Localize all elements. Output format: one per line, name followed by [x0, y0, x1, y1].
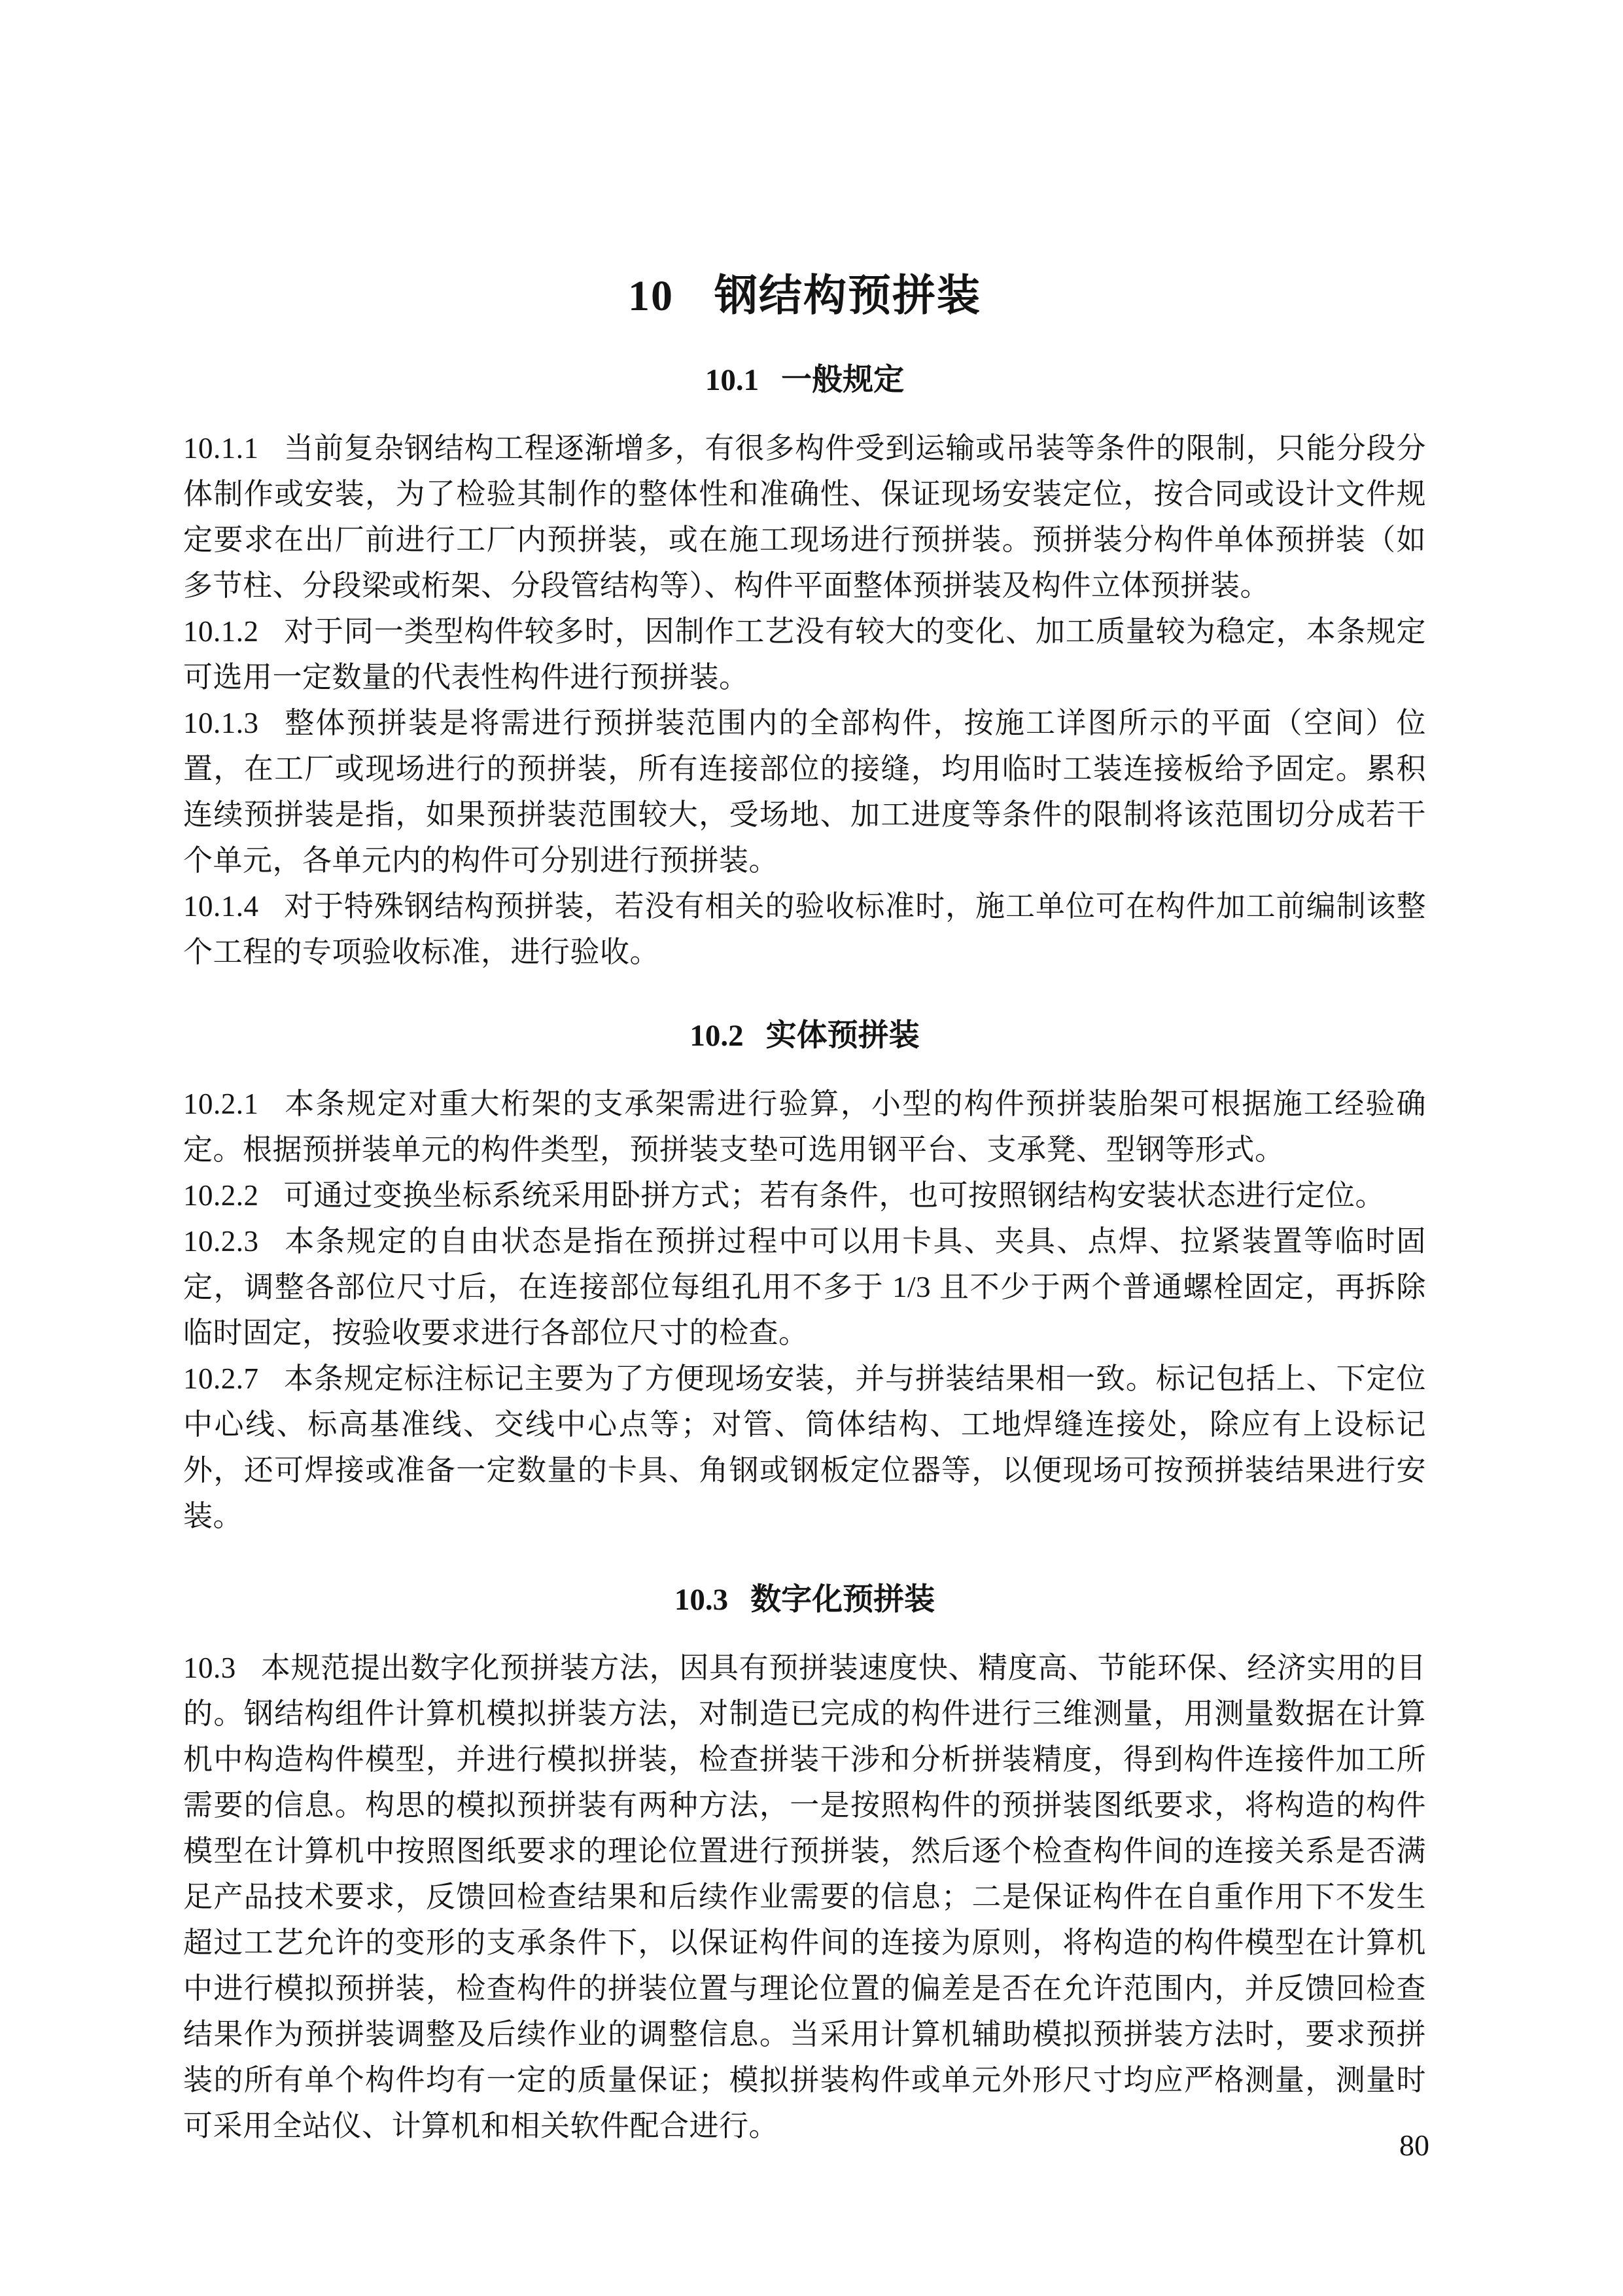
chapter-title-text: 钢结构预拼装	[714, 272, 981, 320]
section-heading	[183, 1016, 1426, 1056]
clause-text: 可通过变换坐标系统采用卧拼方式；若有条件，也可按照钢结构安装状态进行定位。	[283, 1179, 1386, 1212]
section-title: 一般规定	[781, 363, 905, 397]
clause-number: 10.1.4	[183, 890, 259, 923]
clause-text: 本条规定标注标记主要为了方便现场安装，并与拼装结果相一致。标记包括上、下定位中心线、标高基准线、交线中心点等；对管、筒体结构、工地焊缝连接处，除应有上设标记外，还可焊接或准备一定数量的卡具、角钢或钢板定位器等，以便现场可按预拼装结果进行安装。	[183, 1362, 1426, 1532]
clause-text: 本条规定的自由状态是指在预拼过程中可以用卡具、夹具、点焊、拉紧装置等临时固定，调整各部位尺寸后，在连接部位每组孔用不多于 1/3 且不少于两个普通螺栓固定，再拆除临时固定，按验收要求进行各部位尺寸的检查。	[183, 1225, 1426, 1349]
chapter-number: 10	[628, 272, 674, 320]
clause	[183, 1081, 1426, 1173]
section-title: 数字化预拼装	[750, 1583, 935, 1617]
clause	[183, 883, 1426, 975]
section-digital-preassembly	[183, 1580, 1426, 2149]
clause-text: 本条规定对重大桁架的支承架需进行验算，小型的构件预拼装胎架可根据施工经验确定。根据预拼装单元的构件类型，预拼装支垫可选用钢平台、支承凳、型钢等形式。	[183, 1087, 1426, 1166]
clause-text: 本规范提出数字化预拼装方法，因具有预拼装速度快、精度高、节能环保、经济实用的目的。钢结构组件计算机模拟拼装方法，对制造已完成的构件进行三维测量，用测量数据在计算机中构造构件模型，并进行模拟拼装，检查拼装干涉和分析拼装精度，得到构件连接件加工所需要的信息。构思的模拟预拼装有两种方法，一是按照构件的预拼装图纸要求，将构造的构件模型在计算机中按照图纸要求的理论位置进行预拼装，然后逐个检查构件间的连接关系是否满足产品技术要求，反馈回检查结果和后续作业需要的信息；二是保证构件在自重作用下不发生超过工艺允许的变形的支承条件下，以保证构件间的连接为原则，将构造的构件模型在计算机中进行模拟预拼装，检查构件的拼装位置与理论位置的偏差是否在允许范围内，并反馈回检查结果作为预拼装调整及后续作业的调整信息。当采用计算机辅助模拟预拼装方法时，要求预拼装的所有单个构件均有一定的质量保证；模拟拼装构件或单元外形尺寸均应严格测量，测量时可采用全站仪、计算机和相关软件配合进行。	[183, 1651, 1426, 2142]
section-number: 10.3	[674, 1583, 729, 1617]
chapter-title	[183, 274, 1426, 319]
clause	[183, 1356, 1426, 1539]
section-heading	[183, 1580, 1426, 1620]
section-heading	[183, 360, 1426, 400]
clause-text: 当前复杂钢结构工程逐渐增多，有很多构件受到运输或吊装等条件的限制，只能分段分体制作或安装，为了检验其制作的整体性和准确性、保证现场安装定位，按合同或设计文件规定要求在出厂前进行工厂内预拼装，或在施工现场进行预拼装。预拼装分构件单体预拼装（如多节柱、分段梁或桁架、分段管结构等）、构件平面整体预拼装及构件立体预拼装。	[183, 432, 1426, 602]
clause	[183, 1218, 1426, 1356]
clause	[183, 700, 1426, 883]
section-number: 10.1	[705, 363, 759, 397]
clause	[183, 1173, 1426, 1218]
section-number: 10.2	[689, 1019, 744, 1053]
section-title: 实体预拼装	[765, 1019, 920, 1053]
page-number: 80	[1399, 2128, 1429, 2162]
clause-number: 10.1.1	[183, 432, 259, 465]
clause-number: 10.2.3	[183, 1225, 259, 1258]
clause-number: 10.3	[183, 1651, 236, 1684]
text-column	[183, 0, 1426, 2149]
clause	[183, 425, 1426, 609]
section-general-provisions	[183, 360, 1426, 975]
clause-text: 对于同一类型构件较多时，因制作工艺没有较大的变化、加工质量较为稳定，本条规定可选用一定数量的代表性构件进行预拼装。	[183, 615, 1426, 694]
clause-number: 10.1.3	[183, 707, 259, 739]
clause	[183, 609, 1426, 700]
clause-number: 10.2.2	[183, 1179, 259, 1212]
clause-text: 整体预拼装是将需进行预拼装范围内的全部构件，按施工详图所示的平面（空间）位置，在工厂或现场进行的预拼装，所有连接部位的接缝，均用临时工装连接板给予固定。累积连续预拼装是指，如果预拼装范围较大，受场地、加工进度等条件的限制将该范围切分成若干个单元，各单元内的构件可分别进行预拼装。	[183, 707, 1426, 877]
clause-text: 对于特殊钢结构预拼装，若没有相关的验收标准时，施工单位可在构件加工前编制该整个工程的专项验收标准，进行验收。	[183, 890, 1426, 968]
clause	[183, 1645, 1426, 2149]
clause-number: 10.1.2	[183, 615, 259, 648]
section-physical-preassembly	[183, 1016, 1426, 1539]
clause-number: 10.2.7	[183, 1362, 259, 1395]
clause-number: 10.2.1	[183, 1087, 259, 1120]
